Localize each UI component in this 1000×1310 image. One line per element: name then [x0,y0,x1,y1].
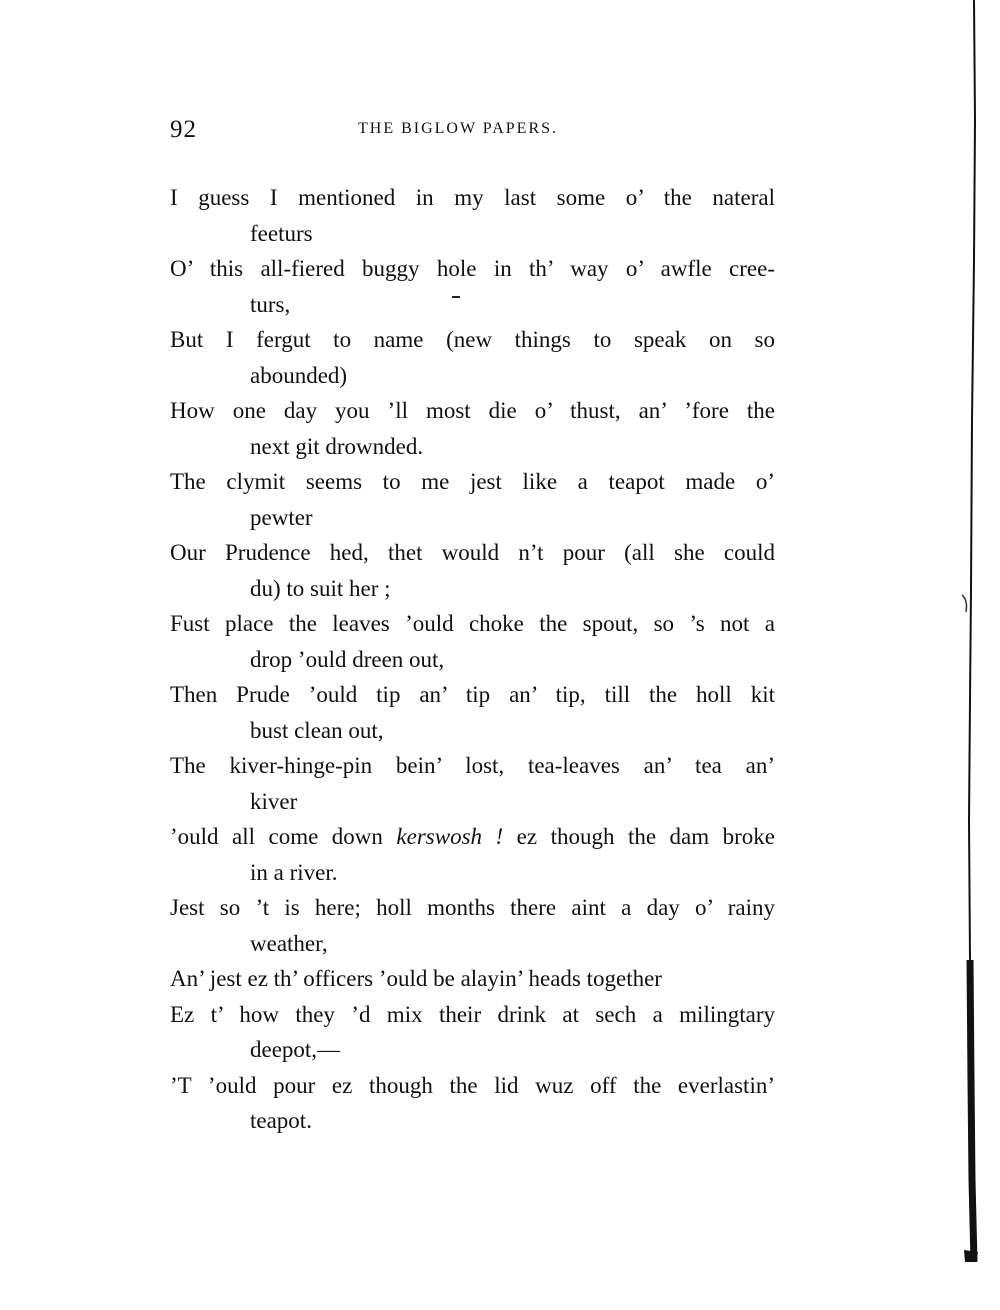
verse-line-text: O’ this all-fiered buggy hole in th’ way o’ awfle cree- [170,256,775,281]
verse-line-continuation: next git drownded. [250,433,424,459]
verse-line [170,819,775,890]
verse-line-continuation: weather, [250,930,328,956]
verse-line-text: But I fergut to name (new things to speak on so [170,327,775,352]
verse-line-continuation: in a river. [250,859,338,885]
verse-line-text: ’T ’ould pour ez though the lid wuz off the everlastin’ [170,1072,775,1098]
verse-line [170,464,775,535]
verse-line [170,535,775,606]
verse-line-continuation: turs, [250,291,291,317]
verse-line-text: Ez t’ how they ’d mix their drink at sech a milingtary [170,1001,775,1027]
verse-line-text: Our Prudence hed, thet would n’t pour (all she could [170,540,775,565]
verse-line-continuation: abounded) [250,362,348,388]
verse-line [170,677,775,748]
verse-line [170,251,775,322]
binding-edge-notch [962,595,967,612]
verse-line-text: Then Prude ’ould tip an’ tip an’ tip, till the holl kit [170,682,775,707]
verse-line [170,890,775,961]
print-speck [452,296,460,298]
binding-edge-foot [964,1250,978,1262]
verse-line-text: The kiver-hinge-pin bein’ lost, tea-leaves an’ tea an’ [170,753,775,778]
binding-edge-thick [970,960,974,1262]
running-head: THE BIGLOW PAPERS. [358,120,559,137]
poem [170,180,775,1139]
verse-line-text: Fust place the leaves ’ould choke the spout, so ’s not a [170,611,775,636]
verse-line [170,997,775,1068]
verse-line [170,961,775,997]
verse-line [170,180,775,251]
verse-line-text: Jest so ’t is here; holl months there aint a day o’ rainy [170,895,775,920]
verse-line-continuation: du) to suit her ; [250,575,391,601]
verse-line-text [170,819,775,855]
verse-line-continuation: pewter [250,504,313,530]
verse-line-text-after: ez though the dam broke [503,824,775,849]
verse-line-continuation: deepot,— [250,1037,341,1062]
italic-word: kerswosh ! [396,824,504,849]
verse-line-text-before: ’ould all come down [170,824,397,849]
verse-line [170,748,775,819]
binding-edge-shadow [950,0,980,1270]
verse-line [170,322,775,393]
verse-line-continuation: feeturs [250,220,313,246]
verse-line-text: How one day you ’ll most die o’ thust, an’ ’fore the [170,398,775,423]
verse-line-continuation: teapot. [250,1108,312,1133]
verse-line-continuation: kiver [250,788,298,814]
verse-line-continuation: bust clean out, [250,717,384,743]
verse-line-text: An’ jest ez th’ officers ’ould be alayin’ heads together [170,966,662,991]
verse-line-text: I guess I mentioned in my last some o’ the nateral [170,185,775,210]
verse-line-text: The clymit seems to me jest like a teapot made o’ [170,469,775,494]
page-number: 92 [170,116,197,143]
verse-line [170,393,775,464]
verse-line-continuation: drop ’ould dreen out, [250,646,445,672]
verse-line [170,1068,775,1139]
verse-line [170,606,775,677]
